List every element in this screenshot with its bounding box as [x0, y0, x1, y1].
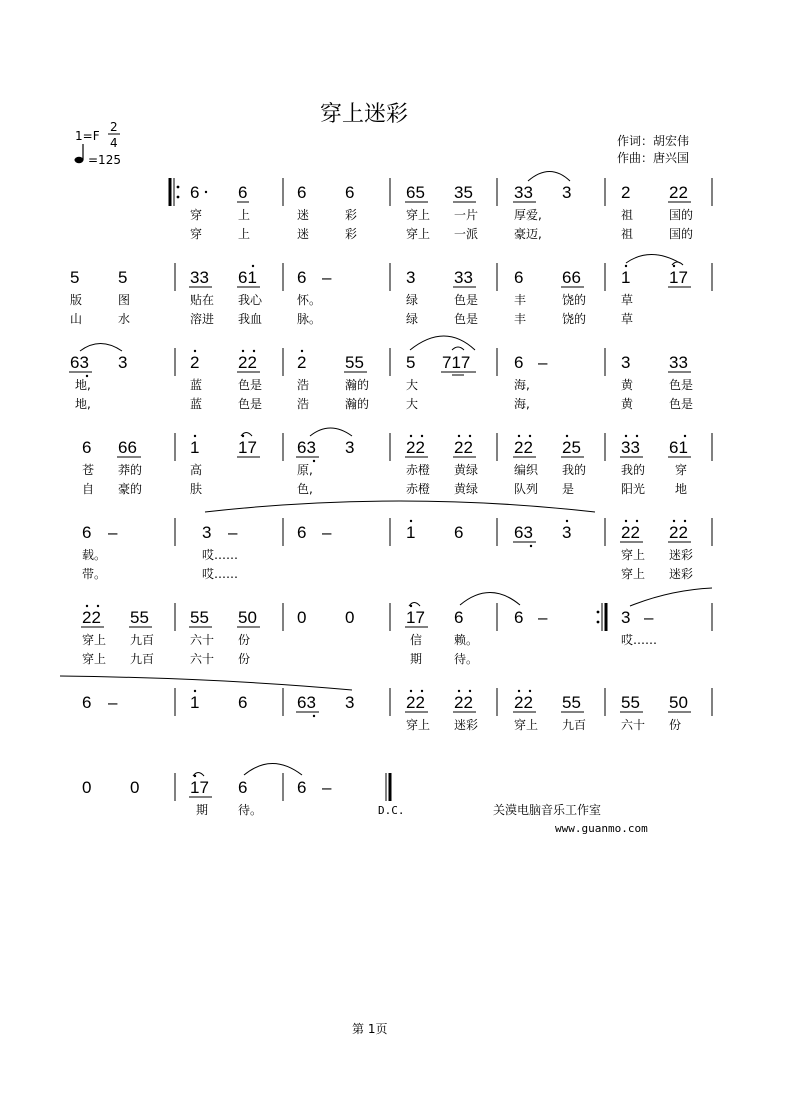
note: 50: [669, 693, 688, 712]
note: 6: [297, 268, 307, 287]
slur: [460, 593, 520, 606]
note: 6: [514, 608, 524, 627]
lyric: 彩: [345, 227, 358, 241]
note: 22: [82, 608, 101, 627]
lyric: 色是: [669, 397, 694, 411]
lyric: 黄绿: [454, 463, 479, 477]
note: 33: [621, 438, 640, 457]
lyric: 地,: [75, 397, 91, 411]
note: 0: [130, 778, 140, 797]
note: 33: [514, 183, 533, 202]
lyric: 六十: [621, 718, 646, 732]
lyric: 饶的: [562, 312, 587, 326]
lyric: 份: [238, 652, 251, 666]
lyric: 份: [669, 718, 682, 732]
lyric: 赤橙: [406, 482, 431, 496]
dash: –: [644, 608, 654, 627]
lyric: 穿: [190, 208, 203, 222]
lyric: 哎……: [202, 548, 239, 562]
lyric: 穿上: [406, 208, 431, 222]
dash: –: [322, 523, 332, 542]
note: 17: [669, 268, 688, 287]
lyric: 脉。: [297, 312, 322, 326]
note: 22: [514, 438, 533, 457]
lyric: 莽的: [118, 463, 143, 477]
lyric: 九百: [562, 718, 587, 732]
note: 0: [297, 608, 307, 627]
note: 2: [190, 353, 200, 372]
lyric: 穿上: [406, 718, 431, 732]
lyric: 丰: [514, 293, 527, 307]
note: 63: [514, 523, 533, 542]
time-signature-bottom: 4: [110, 136, 118, 150]
dash: –: [108, 523, 118, 542]
lyric: 地,: [75, 378, 91, 392]
lyric: 贴在: [190, 293, 215, 307]
note: 61: [238, 268, 257, 287]
lyric: 一片: [454, 208, 479, 222]
note: 6: [297, 778, 307, 797]
note: 6: [345, 183, 355, 202]
note: 55: [345, 353, 364, 372]
dash: –: [108, 693, 118, 712]
lyric: 我的: [621, 463, 646, 477]
note: 3: [345, 693, 355, 712]
note: 55: [621, 693, 640, 712]
note: 5: [118, 268, 128, 287]
lyric: 是: [562, 482, 575, 496]
lyric: 图: [118, 293, 131, 307]
lyric: 彩: [345, 208, 358, 222]
note: 3: [118, 353, 128, 372]
lyricist-credit: 作词：胡宏伟: [617, 134, 690, 148]
system-2: [70, 255, 712, 327]
note: 63: [70, 353, 89, 372]
lyric: 浩: [297, 378, 310, 392]
lyric: 迷: [297, 208, 310, 222]
lyric: 六十: [190, 652, 215, 666]
note: 33: [454, 268, 473, 287]
note: 5: [70, 268, 80, 287]
lyric: 地: [675, 482, 688, 496]
note: 2: [297, 353, 307, 372]
lyric: 怀。: [297, 293, 322, 307]
note: 55: [190, 608, 209, 627]
lyric: 期: [196, 803, 209, 817]
note: 3: [621, 608, 631, 627]
lyric: 编织: [514, 463, 539, 477]
note: 3: [562, 523, 572, 542]
note: 61: [669, 438, 688, 457]
lyric: 迷彩: [669, 567, 694, 581]
song-title: 穿上迷彩: [320, 102, 409, 127]
lyric: 我血: [238, 312, 263, 326]
lyric: 自: [82, 482, 95, 496]
note: 6: [82, 438, 92, 457]
lyric: 队列: [514, 482, 539, 496]
system-8: [82, 764, 405, 818]
lyric: 信: [410, 633, 423, 647]
lyric: 草: [621, 293, 634, 307]
note: 6: [514, 353, 524, 372]
note: 6: [238, 693, 248, 712]
slur: [410, 336, 475, 350]
lyric: 待。: [238, 803, 263, 817]
slur: [630, 588, 712, 606]
slur: [310, 428, 352, 436]
lyric: 瀚的: [345, 378, 370, 392]
lyric: 海,: [514, 397, 530, 411]
lyric: 高: [190, 463, 203, 477]
lyric: 赤橙: [406, 463, 431, 477]
lyric: 海,: [514, 378, 530, 392]
lyric: 九百: [130, 633, 155, 647]
lyric: 迷彩: [454, 718, 479, 732]
note: 63: [297, 438, 316, 457]
lyric: 大: [406, 378, 419, 392]
lyric: 上: [238, 208, 251, 222]
note: 22: [406, 438, 425, 457]
lyric: 豪迈,: [514, 227, 542, 241]
page-number: 第 1页: [352, 1022, 388, 1036]
lyric: 我的: [562, 463, 587, 477]
lyric: 浩: [297, 397, 310, 411]
lyric: 绿: [406, 312, 419, 326]
note: 17: [238, 438, 257, 457]
lyric: 色是: [238, 378, 263, 392]
note: 66: [562, 268, 581, 287]
lyric: 穿上: [82, 652, 107, 666]
lyric: 肤: [190, 482, 203, 496]
lyric: 穿上: [621, 567, 646, 581]
lyric: 黄: [621, 378, 634, 392]
note: 65: [406, 183, 425, 202]
note: 6: [238, 183, 248, 202]
note: 55: [562, 693, 581, 712]
lyric: 色是: [238, 397, 263, 411]
lyric: 丰: [514, 312, 527, 326]
note: 3: [562, 183, 572, 202]
key-signature: 1=F: [75, 129, 100, 143]
lyric: 穿上: [82, 633, 107, 647]
lyric: 豪的: [118, 482, 143, 496]
note: 1: [190, 693, 200, 712]
note: 25: [562, 438, 581, 457]
lyric: 六十: [190, 633, 215, 647]
note: 6: [297, 523, 307, 542]
lyric: 大: [406, 397, 419, 411]
system-5: [82, 501, 712, 581]
slur: [672, 262, 683, 265]
lyric: 色是: [454, 293, 479, 307]
slur: [244, 764, 302, 776]
lyric: 一派: [454, 227, 479, 241]
lyric: 山: [70, 312, 83, 326]
dash: –: [538, 608, 548, 627]
lyric: 草: [621, 312, 634, 326]
lyric: 穿上: [621, 548, 646, 562]
lyric: 饶的: [562, 293, 587, 307]
note: 22: [454, 693, 473, 712]
lyric: 版: [70, 293, 83, 307]
note: 3: [345, 438, 355, 457]
lyric: 蓝: [190, 378, 203, 392]
system-6: [81, 588, 712, 666]
lyric: 苍: [82, 463, 95, 477]
lyric: 色是: [669, 378, 694, 392]
lyric: 我心: [238, 293, 263, 307]
note: 6: [82, 693, 92, 712]
note: 6: [297, 183, 307, 202]
slur: [452, 347, 464, 350]
quarter-note-icon: [75, 144, 84, 163]
lyric: 黄: [621, 397, 634, 411]
lyric: 阳光: [621, 482, 646, 496]
note: 66: [118, 438, 137, 457]
lyric: 色,: [297, 482, 313, 496]
time-signature-top: 2: [110, 120, 118, 134]
note: 50: [238, 608, 257, 627]
lyric: 穿: [675, 463, 688, 477]
lyric: 哎……: [621, 633, 658, 647]
note: 22: [238, 353, 257, 372]
slur: [80, 344, 122, 352]
note: 6: [514, 268, 524, 287]
lyric: 原,: [297, 463, 313, 477]
note: 6: [190, 183, 200, 202]
lyric: 瀚的: [345, 397, 370, 411]
studio-url: www.guanmo.com: [555, 822, 648, 835]
lyric: 厚爱,: [514, 208, 542, 222]
slur: [528, 172, 570, 182]
lyric: 国的: [669, 208, 694, 222]
lyric: 上: [238, 227, 251, 241]
note: 1: [190, 438, 200, 457]
lyric: 蓝: [190, 397, 203, 411]
lyric: 赖。: [454, 633, 479, 647]
studio-credit: 关漠电脑音乐工作室: [493, 803, 602, 817]
note: 33: [669, 353, 688, 372]
lyric: 黄绿: [454, 482, 479, 496]
note: 1: [621, 268, 631, 287]
note: 22: [514, 693, 533, 712]
note: 3: [406, 268, 416, 287]
system-1: [170, 172, 712, 242]
lyric: 迷彩: [669, 548, 694, 562]
lyric: 色是: [454, 312, 479, 326]
lyric: 溶进: [190, 312, 215, 326]
note: 3: [202, 523, 212, 542]
note: 6: [82, 523, 92, 542]
lyric: 国的: [669, 227, 694, 241]
lyric: 祖: [621, 208, 634, 222]
note: 22: [406, 693, 425, 712]
lyric: 水: [118, 312, 131, 326]
note: 63: [297, 693, 316, 712]
note: 6: [238, 778, 248, 797]
note: 2: [621, 183, 631, 202]
lyric: 载。: [82, 548, 107, 562]
note: 0: [82, 778, 92, 797]
lyric: 份: [238, 633, 251, 647]
note: 6: [454, 608, 464, 627]
composer-credit: 作曲：唐兴国: [617, 151, 690, 165]
dash: –: [322, 268, 332, 287]
note: 22: [669, 523, 688, 542]
lyric: 迷: [297, 227, 310, 241]
lyric: 穿上: [406, 227, 431, 241]
note: 1: [406, 523, 416, 542]
system-3: [69, 336, 693, 411]
slur: [60, 676, 352, 690]
lyric: 九百: [130, 652, 155, 666]
tempo-marking: =125: [88, 153, 121, 167]
lyric: 哎……: [202, 567, 239, 581]
note: 35: [454, 183, 473, 202]
lyric: 绿: [406, 293, 419, 307]
lyric: 穿: [190, 227, 203, 241]
lyric: 带。: [82, 567, 107, 581]
system-4: [82, 428, 712, 496]
note: 0: [345, 608, 355, 627]
dash: –: [322, 778, 332, 797]
note: 22: [669, 183, 688, 202]
system-7: [60, 676, 712, 732]
note: 22: [621, 523, 640, 542]
note: 17: [190, 778, 209, 797]
lyric: 待。: [454, 652, 479, 666]
slur: [626, 255, 680, 264]
dash: –: [228, 523, 238, 542]
slur: [205, 501, 595, 512]
note: 17: [406, 608, 425, 627]
lyric: 穿上: [514, 718, 539, 732]
note: 22: [454, 438, 473, 457]
lyric: 祖: [621, 227, 634, 241]
note: 717: [442, 353, 471, 372]
lyric: 期: [410, 652, 423, 666]
note: 3: [621, 353, 631, 372]
note: 5: [406, 353, 416, 372]
note: 6: [454, 523, 464, 542]
dash: –: [538, 353, 548, 372]
note: 33: [190, 268, 209, 287]
dc-marking: D.C.: [378, 804, 405, 817]
note: 55: [130, 608, 149, 627]
